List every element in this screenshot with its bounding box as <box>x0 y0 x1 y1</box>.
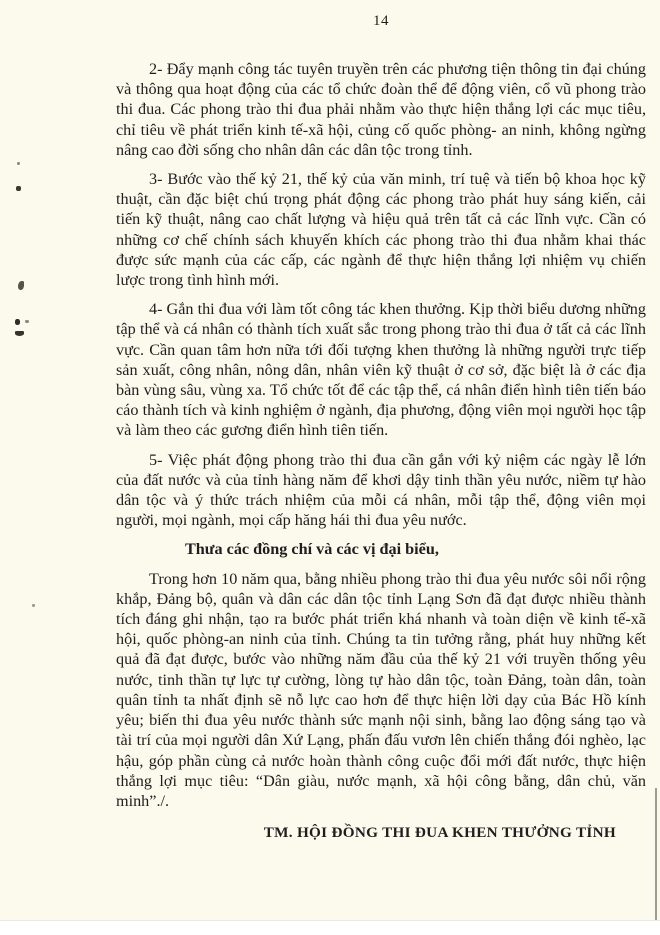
page-number: 14 <box>373 13 389 29</box>
scan-speck <box>15 319 20 325</box>
scan-right-edge-line <box>655 788 657 935</box>
signature-line: TM. HỘI ĐỒNG THI ĐUA KHEN THƯỞNG TỈNH <box>263 824 616 842</box>
scan-speck <box>32 604 35 607</box>
body-paragraph: 2- Đẩy mạnh công tác tuyên truyền trên các phương tiện thông tin đại chúng và thông qua hoạt động của các tổ chức đoàn thể để động viên, cổ vũ phong trào thi đua. Các phong trào thi đua phải nhằm vào thực hiện thắng lợi các mục tiêu, chỉ tiêu về phát triển kinh tế-xã hội, củng cố quốc phòng- an ninh, không ngừng nâng cao đời sống cho nhân dân các dân tộc trong tỉnh. <box>116 60 646 159</box>
scan-speck <box>25 320 29 323</box>
salutation-heading: Thưa các đồng chí và các vị đại biểu, <box>185 540 439 559</box>
body-paragraph: Trong hơn 10 năm qua, bằng nhiều phong trào thi đua yêu nước sôi nổi rộng khắp, Đảng bộ, quân và dân các dân tộc tỉnh Lạng Sơn đã đạt được nhiều thành tích đáng ghi nhận, tạo ra bước phát triển khá nhanh và toàn diện về kinh tế-xã hội, quốc phòng-an ninh của tỉnh. Chúng ta tin tưởng rằng, phát huy những kết quả đã đạt được, bước vào những năm đầu của thế kỷ 21 với truyền thống yêu nước, tinh thần tự lực tự cường, lòng tự hào dân tộc, toàn Đảng, toàn dân, toàn quân tỉnh ta nhất định sẽ nỗ lực cao hơn để thực hiện lời dạy của Bác Hồ kính yêu; biến thi đua yêu nước thành sức mạnh nội sinh, bằng lao động sáng tạo và tài trí của mọi người dân Xứ Lạng, phấn đấu vươn lên chiến thắng đói nghèo, lạc hậu, góp phần cùng cả nước hoàn thành công cuộc đổi mới đất nước, thực hiện thắng lợi mục tiêu: “Dân giàu, nước mạnh, xã hội công bằng, dân chủ, văn minh”./. <box>116 569 646 810</box>
scan-bottom-edge <box>0 920 660 935</box>
scan-speck <box>18 281 24 290</box>
scan-speck <box>15 331 24 336</box>
scan-speck <box>16 186 21 191</box>
paragraphs-container <box>116 59 646 811</box>
document-body <box>116 59 646 843</box>
body-paragraph: 5- Việc phát động phong trào thi đua cần gắn với kỷ niệm các ngày lễ lớn của đất nước và của tỉnh hàng năm để khơi dậy tinh thần yêu nước, niềm tự hào dân tộc và ý thức trách nhiệm của mỗi cá nhân, mỗi tập thể, động viên mọi người, mọi ngành, mọi cấp hăng hái thi đua yêu nước. <box>116 450 646 530</box>
body-paragraph: 4- Gắn thi đua với làm tốt công tác khen thưởng. Kịp thời biểu dương những tập thể và cá nhân có thành tích xuất sắc trong phong trào thi đua ở tất cả các lĩnh vực. Cần quan tâm hơn nữa tới đối tượng khen thưởng là những người trực tiếp sản xuất, công nhân, nông dân, nhân viên kỹ thuật ở cơ sở, đặc biệt là ở các địa bàn vùng sâu, vùng xa. Tổ chức tốt để các tập thể, cá nhân điển hình tiên tiến báo cáo thành tích và kinh nghiệm ở ngành, địa phương, động viên mọi người học tập và làm theo các gương điển hình tiên tiến. <box>116 300 646 440</box>
scan-speck <box>17 162 20 165</box>
body-paragraph: 3- Bước vào thế kỷ 21, thế kỷ của văn minh, trí tuệ và tiến bộ khoa học kỹ thuật, cần đặc biệt chú trọng phát động các phong trào phát huy sáng kiến, cải tiến kỹ thuật, nâng cao chất lượng và hiệu quả trên tất cả các lĩnh vực. Cần có những cơ chế chính sách khuyến khích các phong trào thi đua nhằm khai thác được sức mạnh của các cấp, các ngành để thực hiện thắng lợi nhiệm vụ chiến lược trong tình hình mới. <box>116 170 646 290</box>
